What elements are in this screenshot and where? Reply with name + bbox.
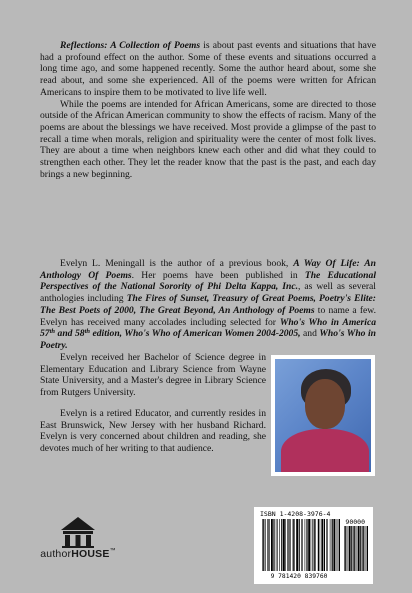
description-paragraph-1	[40, 40, 376, 99]
barcode-bar	[276, 519, 277, 571]
barcode-bar	[279, 519, 280, 571]
barcode-bar	[306, 519, 307, 571]
barcode-bar	[320, 519, 321, 571]
publication-title: The Educational Perspectives of the National Sorority of Phi Delta Kappa, Inc.	[40, 269, 376, 293]
barcode-bars	[262, 519, 340, 571]
bio-text-4: to name a few. Evelyn has received many accolades including selected for	[40, 304, 376, 328]
barcode-bar	[287, 519, 288, 571]
barcode-bar	[288, 519, 289, 571]
barcode-bar	[293, 519, 294, 571]
previous-book-title: A Way Of Life: An Anthology Of Poems	[40, 258, 376, 281]
award-text-b: and 58	[55, 328, 85, 340]
education-paragraph: Evelyn received her Bachelor of Science degree in Elementary Education and Library Science from Wayne State University, and a Master's degree in Library Science from Rutgers University.	[40, 352, 266, 399]
barcode-bar	[308, 519, 310, 571]
publisher-name	[38, 548, 118, 560]
barcode	[254, 507, 373, 584]
publisher-name-b: HOUSE	[71, 548, 110, 560]
barcode-bar	[360, 526, 361, 571]
isbn-label: ISBN 1-4208-3976-4	[260, 510, 331, 518]
barcode-bar	[358, 526, 360, 571]
author-education	[40, 352, 266, 455]
bio-text-2: . Her poems have been published in	[131, 269, 305, 281]
barcode-bar	[330, 519, 331, 571]
publisher-logo	[38, 514, 118, 574]
author-bio	[40, 258, 376, 352]
award-poetry: Who's Who in Poetry.	[40, 328, 376, 351]
barcode-bar	[339, 519, 340, 571]
bio-text-5: and	[300, 328, 320, 340]
barcode-bar	[302, 519, 303, 571]
barcode-bar	[345, 526, 346, 571]
award-text-a: Who's Who in America 57	[40, 316, 376, 340]
barcode-bar	[366, 526, 367, 571]
anthology-titles: The Fires of Sunset, Treasury of Great Poems, Poetry's Elite: The Best Poets of 2000, The Great Beyond, An Anthology of Poems	[40, 293, 376, 316]
price-addon: 90000	[345, 518, 365, 526]
barcode-bar	[336, 519, 337, 571]
description-paragraph-2: While the poems are intended for African Americans, some are directed to those outside of the African American community to show the effects of racism. Many of the poems are about the blessings we have received. Most provide a glimpse of the past to recall a time when morals, religion and spirituality were the center of most folk lives. They are about a time when neighbors knew each other and did what they could to strengthen each other. They let the reader know that the past is the past, and each day brings a new beginning.	[40, 98, 376, 180]
book-description	[40, 40, 376, 180]
barcode-bar	[294, 519, 295, 571]
barcode-bar	[311, 519, 312, 571]
barcode-bar	[277, 519, 278, 571]
barcode-bar	[267, 519, 268, 571]
author-portrait	[275, 359, 371, 472]
barcode-bar	[332, 519, 333, 571]
barcode-bar	[285, 519, 286, 571]
description-text-1: is about past events and situations that have had a profound effect on the author. Some of these events and situations occurred a long time ago, and some happened recently. Some the author heard about, some she read about, and some she experienced. All of the poems were written for African Americans to inspire them to be motivated to live life well.	[40, 40, 376, 98]
barcode-bar	[318, 519, 319, 571]
barcode-bar	[290, 519, 291, 571]
barcode-bar	[281, 519, 282, 571]
barcode-bar	[314, 519, 315, 571]
barcode-bar	[321, 519, 323, 571]
barcode-bar	[312, 519, 313, 571]
portrait-face	[305, 379, 345, 429]
barcode-bar	[351, 526, 352, 571]
barcode-bar	[349, 526, 351, 571]
barcode-bar	[262, 519, 263, 571]
author-photo	[271, 355, 375, 476]
barcode-bar	[326, 519, 327, 571]
book-title: Reflections: A Collection of Poems	[60, 40, 201, 51]
barcode-bar	[327, 519, 328, 571]
barcode-bar	[315, 519, 316, 571]
barcode-bar	[363, 526, 364, 571]
barcode-bar	[333, 519, 335, 571]
barcode-bar	[269, 519, 270, 571]
barcode-bar	[362, 526, 363, 571]
barcode-bar	[301, 519, 302, 571]
barcode-bar	[305, 519, 306, 571]
barcode-bar	[299, 519, 300, 571]
barcode-bar	[265, 519, 266, 571]
barcode-bar	[348, 526, 349, 571]
bio-paragraph	[40, 258, 376, 352]
bio-text-1: Evelyn L. Meningall is the author of a previous book,	[60, 258, 294, 269]
barcode-bar	[273, 519, 274, 571]
residence-paragraph: Evelyn is a retired Educator, and currently resides in East Brunswick, New Jersey with her husband Richard. Evelyn is very concerned about children and reading, she devotes much of her writing to that audience.	[40, 407, 266, 454]
barcode-bar	[353, 526, 354, 571]
barcode-bar	[263, 519, 264, 571]
barcode-bar	[344, 526, 345, 571]
barcode-addon-bars	[344, 526, 368, 571]
barcode-number: 9 781420 839760	[270, 573, 328, 580]
award-sup-1: th	[49, 328, 56, 336]
barcode-bar	[354, 526, 355, 571]
trademark: ™	[109, 548, 116, 554]
award-sup-2: th	[84, 328, 90, 336]
award-text-c: edition, Who's Who of American Women 2004-2005,	[89, 328, 301, 340]
barcode-bar	[357, 526, 358, 571]
portrait-clothing	[281, 429, 369, 472]
barcode-bar	[271, 519, 273, 571]
barcode-bar	[283, 519, 285, 571]
house-icon	[38, 514, 118, 548]
barcode-bar	[296, 519, 298, 571]
barcode-bar	[338, 519, 339, 571]
publisher-name-a: author	[40, 548, 72, 560]
barcode-bar	[324, 519, 325, 571]
barcode-bar	[367, 526, 368, 571]
bio-text-3: , as well as several anthologies including	[40, 281, 376, 305]
